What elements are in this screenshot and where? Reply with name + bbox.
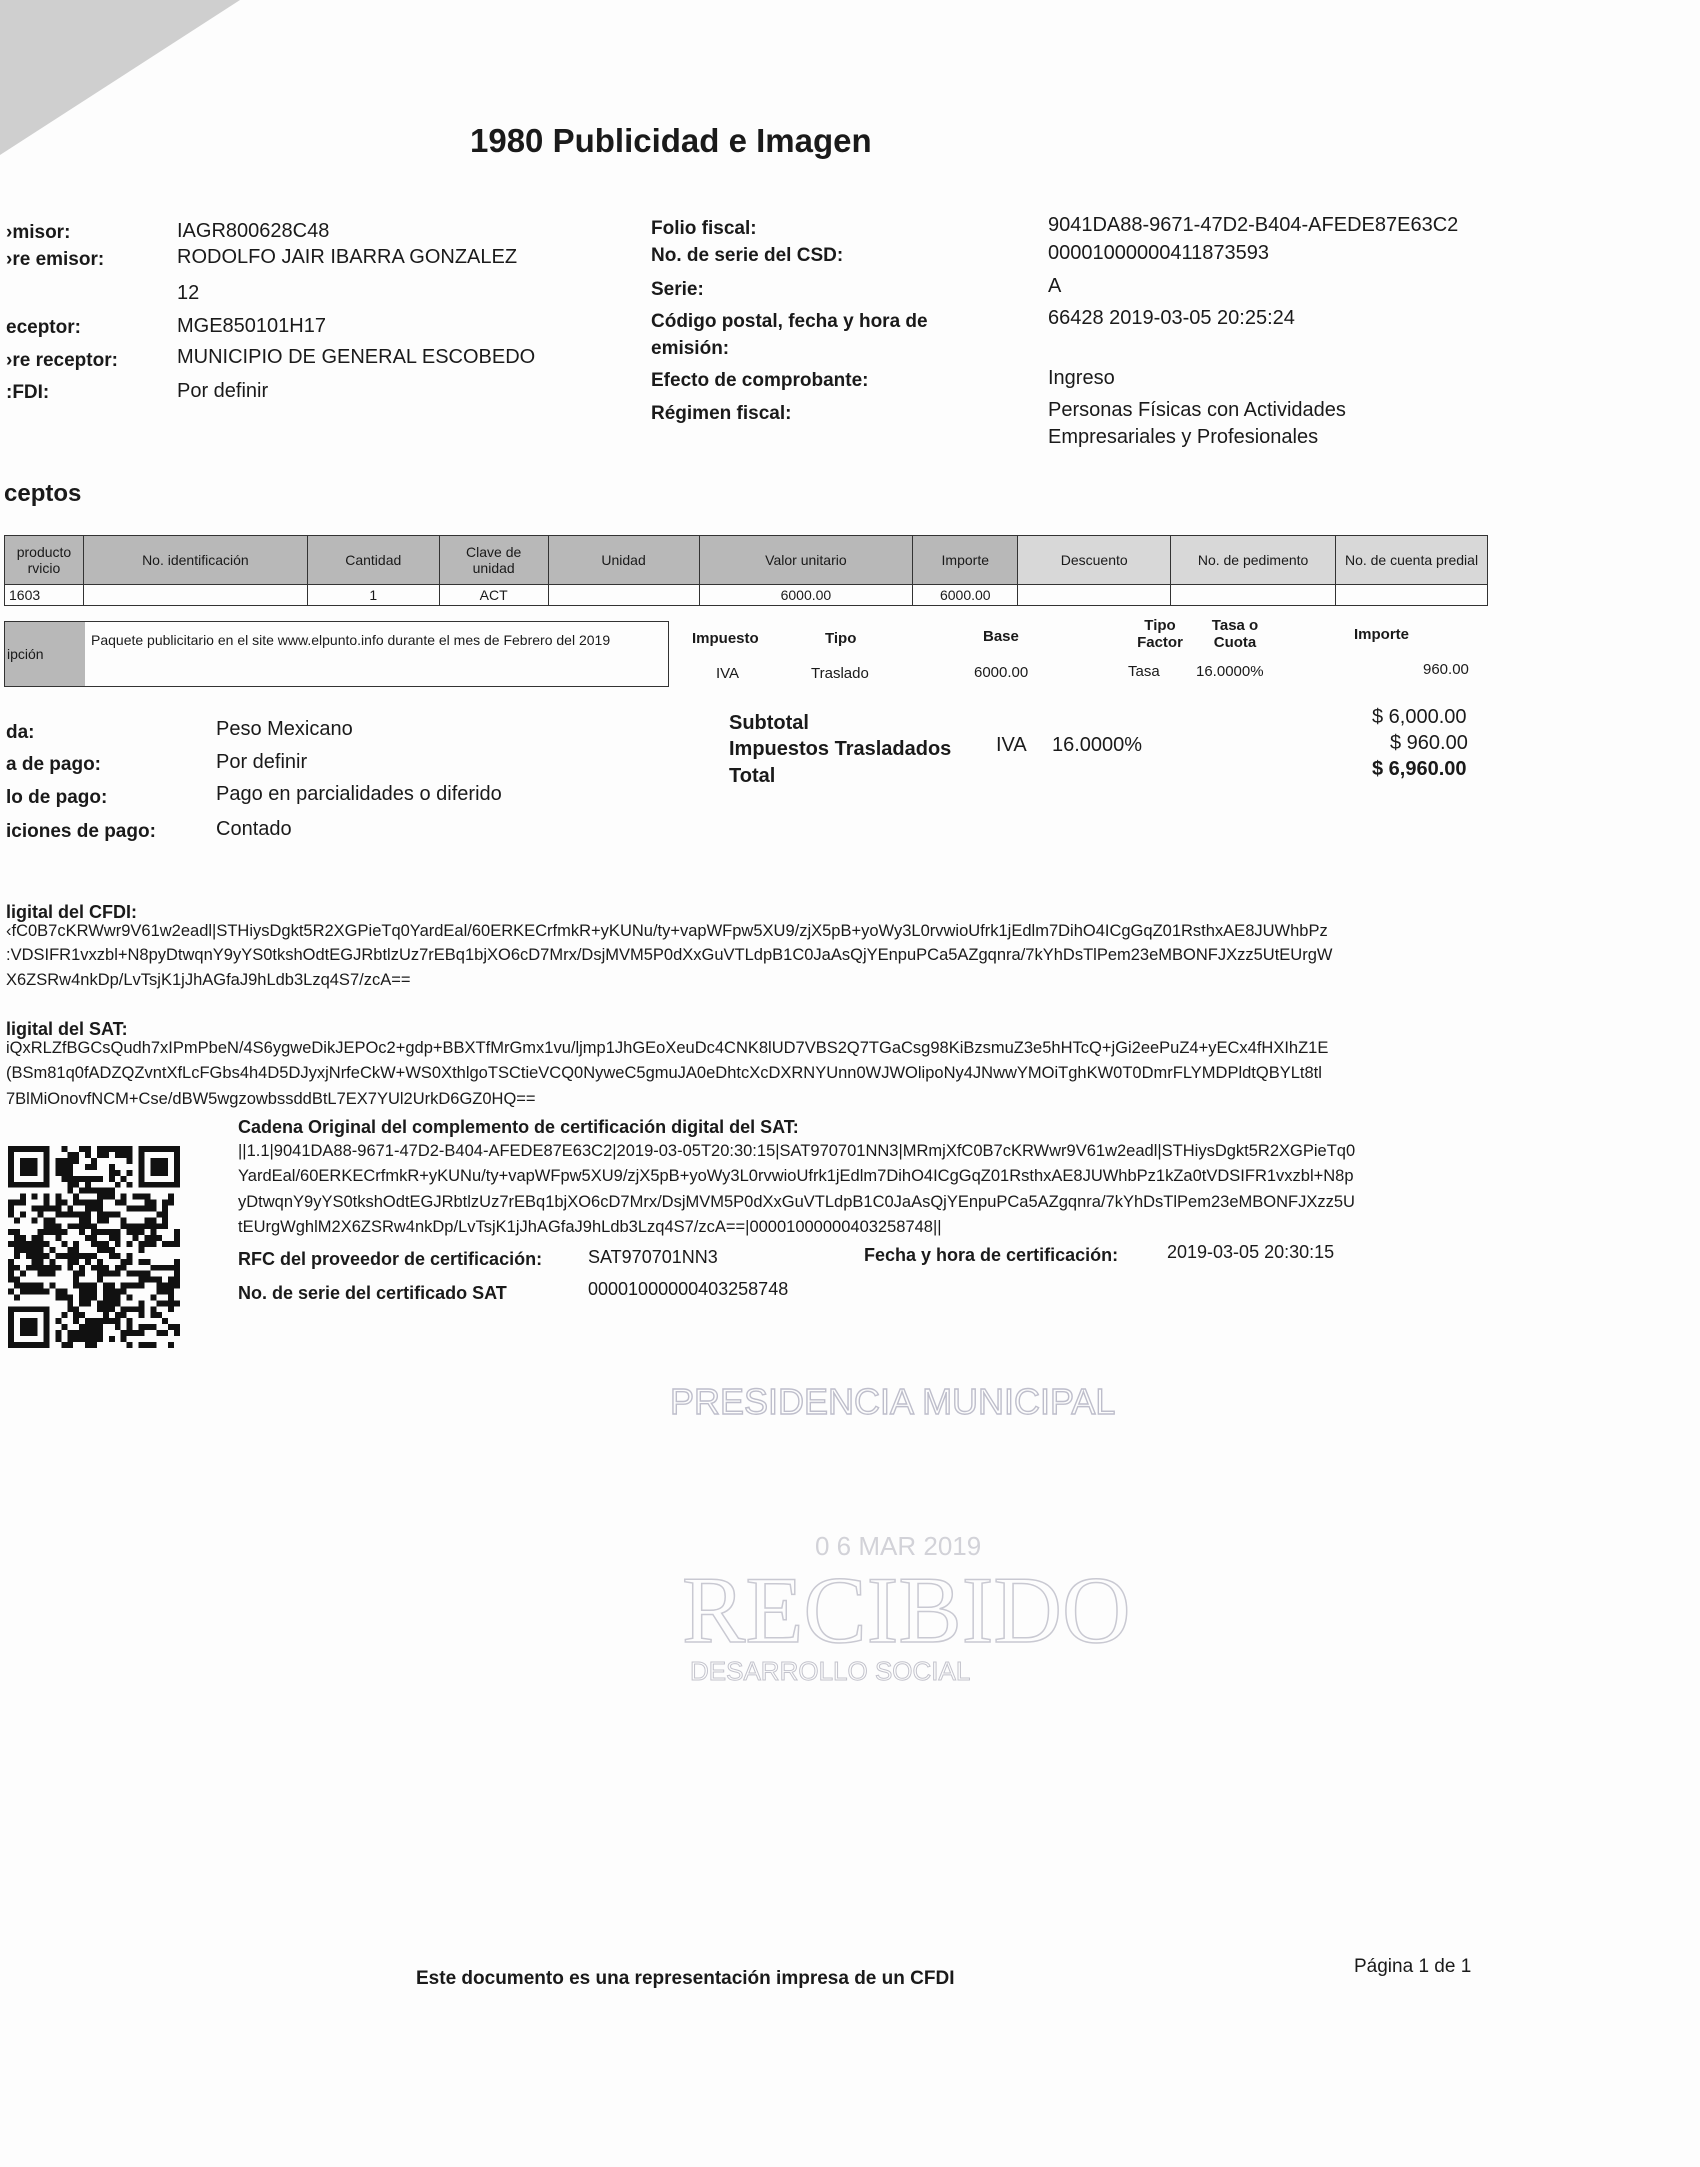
folio-fiscal-value: 9041DA88-9671-47D2-B404-AFEDE87E63C2 xyxy=(1048,214,1459,236)
col-header: Valor unitario xyxy=(699,536,913,585)
serie-csd-label: No. de serie del CSD: xyxy=(651,245,844,266)
table-cell xyxy=(1171,585,1336,606)
table-row xyxy=(5,585,1488,606)
cadena-original-line: YardEal/60ERKECrfmkR+yKUNu/ty+vapWFpw5XU9/zjX5pB+yoWy3L0rvwioUfrk1jEdlm7DihO4ICgGqZ01RsthxAE8JUWhbPz1kZa0tVDSIFR1vxzbl+N8p xyxy=(238,1167,1354,1185)
cp-fecha-label-2: emisión: xyxy=(651,338,730,359)
tax-header-importe: Importe xyxy=(1354,626,1410,643)
rfc-proveedor-value: SAT970701NN3 xyxy=(588,1247,718,1267)
col-header: No. de pedimento xyxy=(1171,536,1336,585)
metodo-pago-label: lo de pago: xyxy=(6,787,108,808)
stamp-line-4: DESARROLLO SOCIAL xyxy=(690,1656,971,1686)
serie-label: Serie: xyxy=(651,279,704,300)
table-cell xyxy=(548,585,699,606)
tax-header-tipo-factor: Tipo Factor xyxy=(1137,617,1183,651)
tax-header-tasa-cuota: Tasa o Cuota xyxy=(1211,617,1259,651)
sello-cfdi-line: ‹fC0B7cKRWwr9V61w2eadl|STHiysDgkt5R2XGPieTq0YardEal/60ERKECrfmkR+yKUNu/ty+vapWFpw5XU9/zjX5pB+yoWy3L0rvwioUfrk1jEdlm7DihO4ICgGqZ01RsthxAE8JUWhbPz xyxy=(6,922,1328,940)
received-stamp xyxy=(660,1380,1160,1710)
col-header: No. de cuenta predial xyxy=(1336,536,1488,585)
col-header: Descuento xyxy=(1018,536,1171,585)
sello-cfdi-label: ligital del CFDI: xyxy=(6,902,138,922)
condiciones-pago-label: iciones de pago: xyxy=(6,821,156,842)
table-cell xyxy=(1336,585,1488,606)
col-header: Clave de unidad xyxy=(439,536,548,585)
serie-value: A xyxy=(1048,275,1062,297)
conceptos-header-row xyxy=(5,536,1488,585)
cadena-original-line: yDtwqnY9yYS0tkshOdtEGJRbtlzUz7rEBq1bjXO6cD7Mrx/DsjMVM5P0dXxGuVTLdpB1C0JaAsQjYEnpuPCa5AZgqnra/7kYhDsTlPem23eMBONFJXzz5U xyxy=(238,1193,1355,1211)
emisor-rfc-label: ›misor: xyxy=(6,222,71,243)
sello-sat-label: ligital del SAT: xyxy=(6,1019,128,1039)
col-header: No. identificación xyxy=(83,536,307,585)
tax-tipo-factor: Tasa xyxy=(1128,663,1160,680)
emisor-extra-value: 12 xyxy=(177,282,200,304)
emisor-name-value: RODOLFO JAIR IBARRA GONZALEZ xyxy=(177,246,518,268)
fecha-certificacion-label: Fecha y hora de certificación: xyxy=(864,1245,1119,1265)
sello-sat-line: 7BlMiOnovfNCM+Cse/dBW5wgzowbssddBtL7EX7YUl2UrkD6GZ0HQ== xyxy=(6,1090,536,1108)
col-header: Cantidad xyxy=(307,536,439,585)
table-cell xyxy=(83,585,307,606)
receptor-rfc-label: eceptor: xyxy=(6,317,81,338)
total-value: $ 6,960.00 xyxy=(1372,758,1467,780)
table-cell xyxy=(1018,585,1171,606)
receptor-name-value: MUNICIPIO DE GENERAL ESCOBEDO xyxy=(177,346,536,368)
impuestos-label: Impuestos Trasladados xyxy=(729,738,952,760)
footer-note: Este documento es una representación impresa de un CFDI xyxy=(416,1968,955,1989)
rfc-proveedor-label: RFC del proveedor de certificación: xyxy=(238,1249,543,1269)
descripcion-box xyxy=(4,621,669,687)
uso-cfdi-label: :FDI: xyxy=(6,382,50,403)
iva-label: IVA xyxy=(996,734,1027,756)
cadena-original-label: Cadena Original del complemento de certificación digital del SAT: xyxy=(238,1117,799,1137)
forma-pago-value: Por definir xyxy=(216,751,308,773)
regimen-value: Personas Físicas con Actividades xyxy=(1048,399,1346,421)
sello-sat-line: iQxRLZfBGCsQudh7xIPmPbeN/4S6ygweDikJEPOc2+gdp+BBXTfMrGmx1vu/ljmp1JhGEoXeuDc4CNK8lUD7VBS2Q7TGaCsg98KiBzsmuZ3e5hHTcQ+jGi2eePuZ4+yECx4fHXIhZ1E xyxy=(6,1039,1329,1057)
iva-rate: 16.0000% xyxy=(1052,734,1143,756)
serie-certificado-label: No. de serie del certificado SAT xyxy=(238,1283,507,1303)
cp-fecha-label: Código postal, fecha y hora de xyxy=(651,311,928,332)
moneda-value: Peso Mexicano xyxy=(216,718,353,740)
impuestos-value: $ 960.00 xyxy=(1390,732,1468,754)
tax-impuesto: IVA xyxy=(716,665,740,682)
subtotal-label: Subtotal xyxy=(729,712,809,734)
regimen-label: Régimen fiscal: xyxy=(651,403,792,424)
stamp-date: 0 6 MAR 2019 xyxy=(815,1531,982,1561)
metodo-pago-value: Pago en parcialidades o diferido xyxy=(216,783,502,805)
uso-cfdi-value: Por definir xyxy=(177,380,269,402)
receptor-rfc-value: MGE850101H17 xyxy=(177,315,326,337)
table-cell: 6000.00 xyxy=(699,585,913,606)
folded-corner xyxy=(0,0,240,155)
emisor-rfc-value: IAGR800628C48 xyxy=(177,220,330,242)
tax-importe: 960.00 xyxy=(1423,661,1469,678)
receptor-name-label: ›re receptor: xyxy=(6,350,118,371)
tax-header-tipo: Tipo xyxy=(825,630,857,647)
page-title: 1980 Publicidad e Imagen xyxy=(470,122,872,159)
conceptos-heading: ceptos xyxy=(4,480,82,507)
regimen-value-2: Empresariales y Profesionales xyxy=(1048,426,1319,448)
tax-header-impuesto: Impuesto xyxy=(692,630,759,647)
table-cell: 1603 xyxy=(5,585,84,606)
moneda-label: da: xyxy=(6,722,35,743)
sello-cfdi-line: :VDSIFR1vxzbl+N8pyDtwqnY9yYS0tkshOdtEGJRbtlzUz7rEBq1bjXO6cD7Mrx/DsjMVM5P0dXxGuVTLdpB1C0JaAsQjYEnpuPCa5AZgqnra/7kYhDsTlPem23eMBONFJXzz5UtEUrgW xyxy=(6,946,1333,964)
descripcion-text: Paquete publicitario en el site www.elpunto.info durante el mes de Febrero del 2019 xyxy=(91,632,611,648)
efecto-label: Efecto de comprobante: xyxy=(651,370,869,391)
tax-base: 6000.00 xyxy=(974,664,1029,681)
descripcion-label: ipción xyxy=(5,622,85,686)
condiciones-pago-value: Contado xyxy=(216,818,292,840)
table-cell: ACT xyxy=(439,585,548,606)
serie-csd-value: 00001000000411873593 xyxy=(1048,242,1269,264)
emisor-name-label: ›re emisor: xyxy=(6,249,105,270)
qr-code xyxy=(8,1146,180,1348)
total-label: Total xyxy=(729,765,776,787)
tax-tasa: 16.0000% xyxy=(1196,663,1264,680)
sello-sat-line: (BSm81q0fADZQZvntXfLcFGbs4h4D5DJyxjNrfeCkW+WS0XthlgoTSCtieVCQ0NyweC5gmuJA0eDhtcXcDXRNYUnn0WJWOlipoNy4JNwwYMOiTghKW0T0DmrFLYMDPldtQBYLt8tl xyxy=(6,1064,1322,1082)
col-header: Unidad xyxy=(548,536,699,585)
sello-cfdi-line: X6ZSRw4nkDp/LvTsjK1jJhAGfaJ9hLdb3Lzq4S7/zcA== xyxy=(6,971,411,989)
fecha-certificacion-value: 2019-03-05 20:30:15 xyxy=(1167,1242,1335,1262)
folio-fiscal-label: Folio fiscal: xyxy=(651,218,757,239)
col-header: Importe xyxy=(913,536,1018,585)
efecto-value: Ingreso xyxy=(1048,367,1115,389)
tax-tipo: Traslado xyxy=(811,665,869,682)
table-cell: 1 xyxy=(307,585,439,606)
forma-pago-label: a de pago: xyxy=(6,754,102,775)
col-header: producto rvicio xyxy=(5,536,84,585)
tax-header-base: Base xyxy=(983,628,1019,645)
conceptos-table xyxy=(4,535,1488,606)
subtotal-value: $ 6,000.00 xyxy=(1372,706,1467,728)
table-cell: 6000.00 xyxy=(913,585,1018,606)
stamp-line-3: RECIBIDO xyxy=(682,1557,1131,1663)
page-number: Página 1 de 1 xyxy=(1354,1956,1472,1977)
cadena-original-line: tEUrgWghlM2X6ZSRw4nkDp/LvTsjK1jJhAGfaJ9hLdb3Lzq4S7/zcA==|00001000000403258748|| xyxy=(238,1218,942,1236)
serie-certificado-value: 00001000000403258748 xyxy=(588,1279,789,1299)
cp-fecha-value: 66428 2019-03-05 20:25:24 xyxy=(1048,307,1295,329)
stamp-line-1: PRESIDENCIA MUNICIPAL xyxy=(670,1381,1116,1422)
cadena-original-line: ||1.1|9041DA88-9671-47D2-B404-AFEDE87E63C2|2019-03-05T20:30:15|SAT970701NN3|MRmjXfC0B7cKRWwr9V61w2eadl|STHiysDgkt5R2XGPieTq0 xyxy=(238,1142,1356,1160)
